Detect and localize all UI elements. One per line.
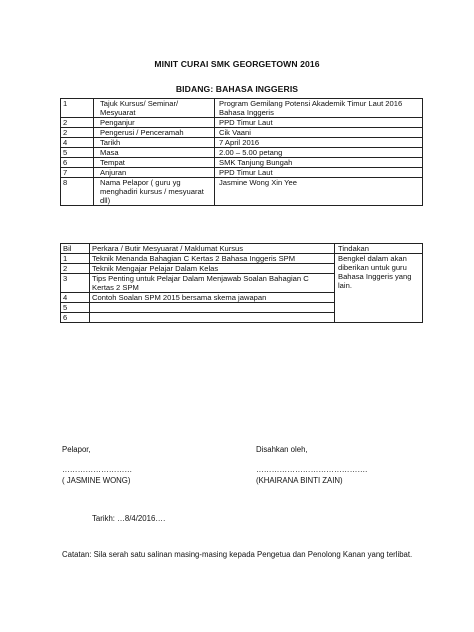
info-label: Penganjur xyxy=(94,118,215,128)
matter-item: Teknik Mengajar Pelajar Dalam Kelas xyxy=(90,264,335,274)
matter-item: Teknik Menanda Bahagian C Kertas 2 Bahasa Inggeris SPM xyxy=(90,254,335,264)
info-row xyxy=(61,99,423,118)
info-row xyxy=(61,128,423,138)
matter-header-row xyxy=(61,244,423,254)
info-value: PPD Timur Laut xyxy=(215,118,423,128)
matter-row xyxy=(61,254,423,264)
matter-no: 4 xyxy=(61,293,90,303)
header-item: Perkara / Butir Mesyuarat / Maklumat Kursus xyxy=(90,244,335,254)
reporter-name: ( JASMINE WONG) xyxy=(62,476,131,485)
info-no: 6 xyxy=(61,158,94,168)
info-label: Tajuk Kursus/ Seminar/ Mesyuarat xyxy=(94,99,215,118)
header-action: Tindakan xyxy=(335,244,423,254)
info-value: 2.00 – 5.00 petang xyxy=(215,148,423,158)
matter-item xyxy=(90,313,335,323)
approver-signature-line: ……………………………………. xyxy=(256,465,368,474)
info-no: 2 xyxy=(61,118,94,128)
info-row xyxy=(61,158,423,168)
date-line: Tarikh: …8/4/2016…. xyxy=(92,514,166,523)
info-no: 5 xyxy=(61,148,94,158)
matter-no: 5 xyxy=(61,303,90,313)
matter-item: Tips Penting untuk Pelajar Dalam Menjawab Soalan Bahagian C Kertas 2 SPM xyxy=(90,274,335,293)
info-row xyxy=(61,148,423,158)
info-value: PPD Timur Laut xyxy=(215,168,423,178)
info-label: Nama Pelapor ( guru yg menghadiri kursus / mesyuarat dll) xyxy=(94,178,215,206)
header-bil: Bil xyxy=(61,244,90,254)
info-value: Program Gemilang Potensi Akademik Timur Laut 2016 Bahasa Inggeris xyxy=(215,99,423,118)
matter-no: 6 xyxy=(61,313,90,323)
matter-item: Contoh Soalan SPM 2015 bersama skema jawapan xyxy=(90,293,335,303)
info-row xyxy=(61,118,423,128)
info-no: 2 xyxy=(61,128,94,138)
matter-no: 1 xyxy=(61,254,90,264)
note-text: Catatan: Sila serah satu salinan masing-masing kepada Pengetua dan Penolong Kanan yang terlibat. xyxy=(62,550,413,559)
matter-no: 3 xyxy=(61,274,90,293)
info-row xyxy=(61,168,423,178)
approver-label: Disahkan oleh, xyxy=(256,445,308,454)
approver-name: (KHAIRANA BINTI ZAIN) xyxy=(256,476,343,485)
info-no: 8 xyxy=(61,178,94,206)
info-value: 7 April 2016 xyxy=(215,138,423,148)
info-value: Cik Vaani xyxy=(215,128,423,138)
info-label: Anjuran xyxy=(94,168,215,178)
matter-item xyxy=(90,303,335,313)
info-value: Jasmine Wong Xin Yee xyxy=(215,178,423,206)
matter-table xyxy=(60,243,423,323)
matter-action: Bengkel dalam akan diberikan untuk guru Bahasa Inggeris yang lain. xyxy=(335,254,423,323)
info-label: Tarikh xyxy=(94,138,215,148)
info-row xyxy=(61,138,423,148)
document-title: MINIT CURAI SMK GEORGETOWN 2016 xyxy=(154,59,320,69)
info-label: Tempat xyxy=(94,158,215,168)
info-no: 4 xyxy=(61,138,94,148)
info-label: Pengerusi / Penceramah xyxy=(94,128,215,138)
info-no: 1 xyxy=(61,99,94,118)
info-row xyxy=(61,178,423,206)
info-no: 7 xyxy=(61,168,94,178)
document-subtitle: BIDANG: BAHASA INGGERIS xyxy=(175,84,299,94)
info-value: SMK Tanjung Bungah xyxy=(215,158,423,168)
info-table xyxy=(60,98,423,206)
matter-no: 2 xyxy=(61,264,90,274)
info-label: Masa xyxy=(94,148,215,158)
reporter-signature-line: ……………………… xyxy=(62,465,133,474)
reporter-label: Pelapor, xyxy=(62,445,91,454)
